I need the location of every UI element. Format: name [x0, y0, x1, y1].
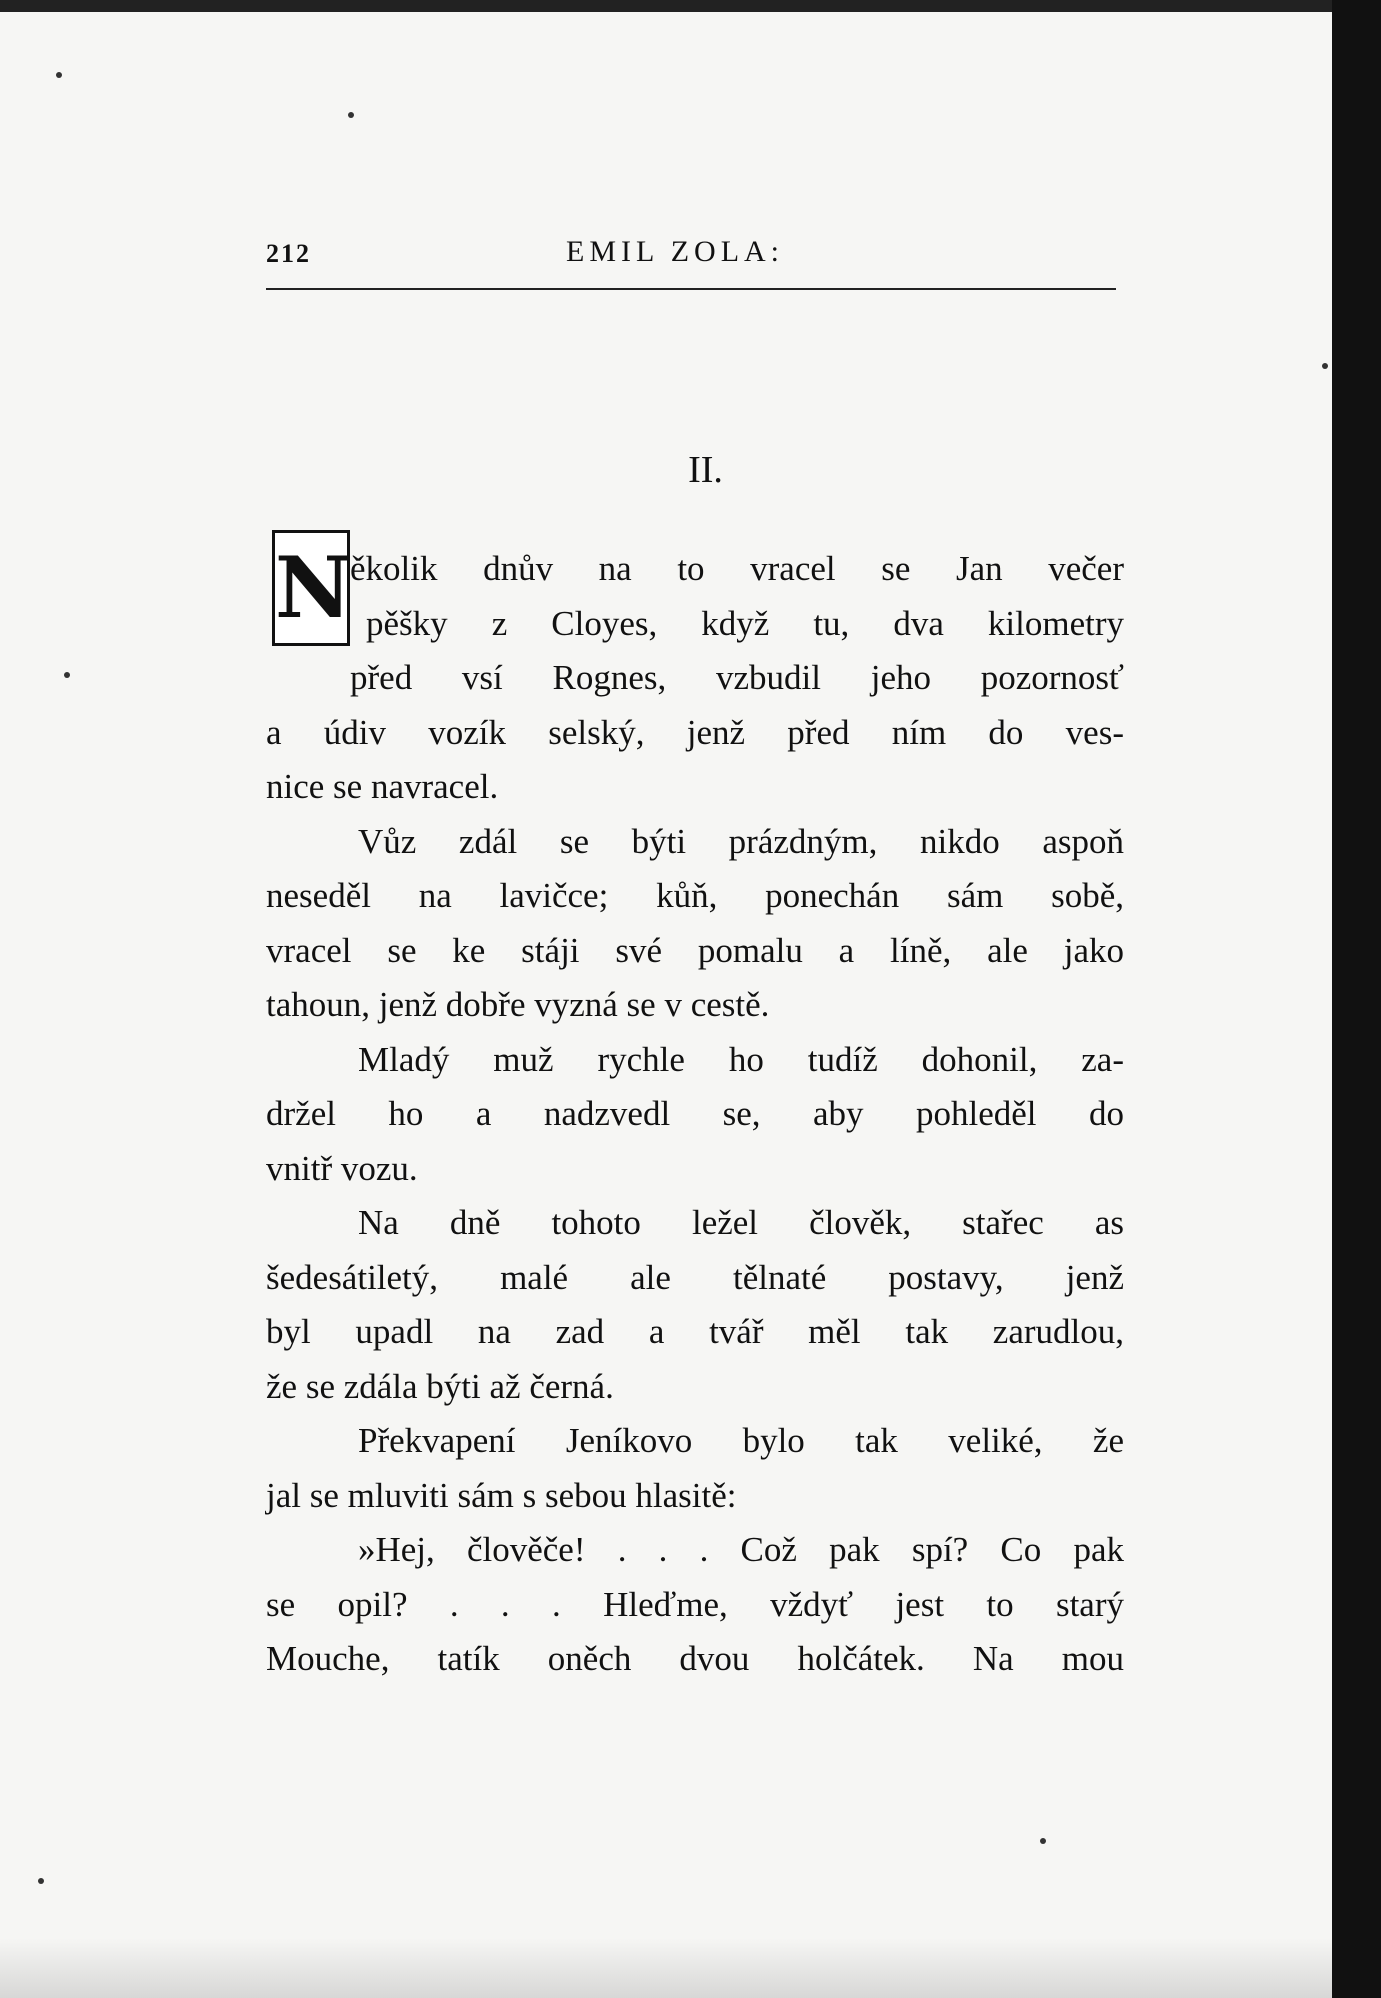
running-title: EMIL ZOLA: — [566, 235, 785, 268]
running-header — [266, 235, 1116, 275]
text-line: že se zdála býti až černá. — [266, 1366, 614, 1406]
scan-border — [1332, 0, 1381, 1998]
header-rule — [266, 288, 1116, 290]
text-line: vnitř vozu. — [266, 1148, 418, 1188]
text-line: Mouche, tatík oněch dvou holčátek. Na mou — [266, 1639, 1124, 1678]
scan-speck — [1040, 1838, 1046, 1844]
scan-speck — [1322, 363, 1328, 369]
scan-speck — [38, 1878, 44, 1884]
scan-speck — [64, 672, 70, 678]
text-line: Na dně tohoto ležel člověk, stařec as — [358, 1203, 1124, 1242]
text-line: se opil? . . . Hleďme, vždyť jest to starý — [266, 1584, 1124, 1624]
text-line: nice se navracel. — [266, 767, 499, 806]
text-line: vracel se ke stáji své pomalu a líně, ale jako — [266, 930, 1124, 970]
text-line: před vsí Rognes, vzbudil jeho pozornosť — [350, 658, 1124, 697]
text-line: »Hej, člověče! . . . Což pak spí? Co pak — [358, 1530, 1124, 1569]
text-line: Vůz zdál se býti prázdným, nikdo aspoň — [358, 821, 1124, 861]
text-line: neseděl na lavičce; kůň, ponechán sám sobě, — [266, 876, 1124, 915]
text-line: šedesátiletý, malé ale tělnaté postavy, jenž — [266, 1257, 1124, 1297]
text-line: Překvapení Jeníkovo bylo tak veliké, že — [358, 1421, 1124, 1460]
decorative-initial-letter: N — [275, 538, 352, 637]
scan-speck — [348, 112, 354, 118]
scan-speck — [56, 72, 62, 78]
text-line: a údiv vozík selský, jenž před ním do ves- — [266, 712, 1124, 752]
text-line: byl upadl na zad a tvář měl tak zarudlou, — [266, 1312, 1124, 1351]
text-line: držel ho a nadzvedl se, aby pohleděl do — [266, 1094, 1124, 1133]
text-line: tahoun, jenž dobře vyzná se v cestě. — [266, 985, 770, 1024]
page-number: 212 — [266, 239, 311, 268]
text-line: ěkolik dnův na to vracel se Jan večer — [350, 549, 1124, 588]
chapter-heading: II. — [688, 449, 723, 491]
text-line: Mladý muž rychle ho tudíž dohonil, za- — [358, 1039, 1124, 1079]
body-text — [266, 542, 1124, 1687]
text-line: pěšky z Cloyes, když tu, dva kilometry — [366, 603, 1124, 643]
text-line: jal se mluviti sám s sebou hlasitě: — [266, 1475, 737, 1515]
